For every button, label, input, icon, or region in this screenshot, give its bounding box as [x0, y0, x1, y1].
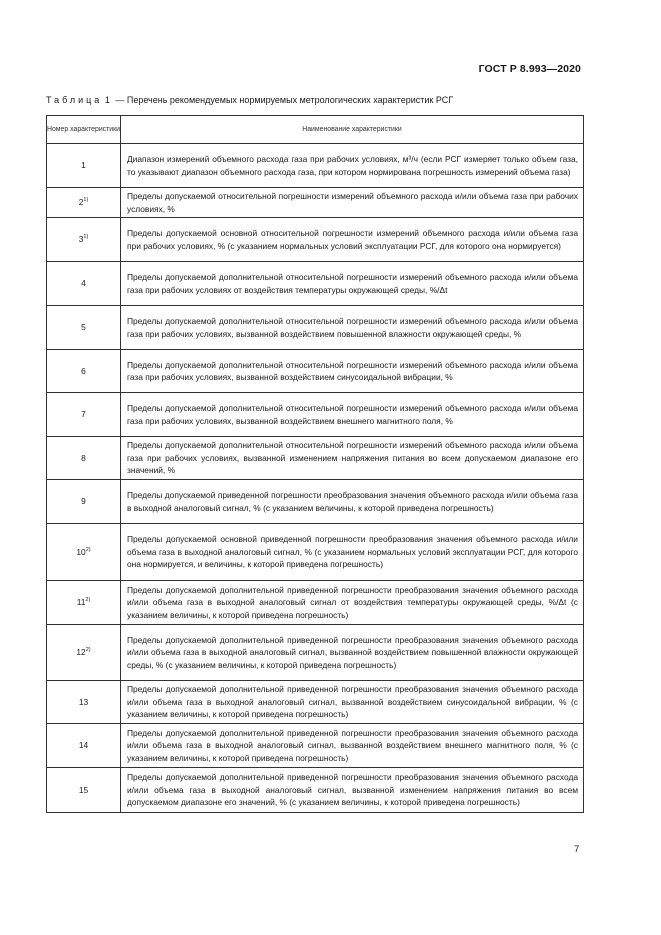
footnote-marker: 2) — [85, 597, 91, 604]
table-caption — [46, 95, 453, 105]
characteristic-name: Пределы допускаемой дополнительной приведенной погрешности преобразования значения объемного расхода и/или объема газа в выходной аналоговый сигнал, вызванной воздействием внешнего магнитного поля, % (с указанием величины, к которой приведена погрешность) — [121, 724, 584, 768]
table-header-row — [47, 116, 584, 144]
characteristic-name: Диапазон измерений объемного расхода газа при рабочих условиях, м³/ч (если РСГ измеряет только объем газа, то указывают диапазон объемного расхода газа, при котором нормирована погрешность измерений объема газа) — [121, 144, 584, 188]
characteristic-name: Пределы допускаемой относительной погрешности измерений объемного расхода и/или объема газа при рабочих условиях, % — [121, 188, 584, 218]
characteristic-number-value: 4 — [81, 278, 86, 289]
table-row — [47, 262, 584, 306]
characteristic-number — [47, 681, 121, 724]
characteristic-name: Пределы допускаемой дополнительной приведенной погрешности преобразования значения объемного расхода и/или объема газа в выходной аналоговый сигнал от воздействия температуры окружающей среды, %/Δt (с указанием величины, к которой приведена погрешность) — [121, 581, 584, 625]
table-row — [47, 681, 584, 724]
characteristic-name: Пределы допускаемой дополнительной приведенной погрешности преобразования значения объемного расхода и/или объема газа в выходной аналоговый сигнал, вызванной воздействием синусоидальной вибрации, % (с указанием величины, к которой приведена погрешность) — [121, 681, 584, 724]
characteristic-number — [47, 262, 121, 306]
column-header-number: Номер характеристики — [47, 116, 121, 144]
footnote-marker: 2) — [85, 547, 91, 554]
characteristic-number — [47, 581, 121, 625]
table-row — [47, 144, 584, 188]
table-row — [47, 724, 584, 768]
caption-title: — Перечень рекомендуемых нормируемых метрологических характеристик РСГ — [115, 95, 454, 105]
characteristic-name: Пределы допускаемой основной относительной погрешности измерений объемного расхода и/или объема газа при рабочих условиях, % (с указанием нормальных условий эксплуатации РСГ, для которого она нормируется) — [121, 218, 584, 262]
caption-label: Таблица — [46, 95, 103, 105]
caption-number: 1 — [104, 95, 113, 105]
characteristic-number-value: 12 — [76, 647, 86, 658]
characteristic-name: Пределы допускаемой приведенной погрешности преобразования значения объемного расхода и/или объема газа в выходной аналоговый сигнал, % (с указанием величины, к которой приведена погрешность) — [121, 480, 584, 524]
characteristic-number — [47, 188, 121, 218]
characteristic-name: Пределы допускаемой дополнительной относительной погрешности измерений объемного расхода и/или объема газа при рабочих условиях, вызванной воздействием синусоидальной вибрации, % — [121, 350, 584, 393]
table-row — [47, 393, 584, 437]
characteristic-name: Пределы допускаемой основной приведенной погрешности преобразования значения объемного расхода и/или объема газа в выходной аналоговый сигнал, % (с указанием нормальных условий эксплуатации РСГ, для которого она нормируется, и величины, к которой приведена погрешность) — [121, 524, 584, 581]
table-row — [47, 188, 584, 218]
characteristic-name: Пределы допускаемой дополнительной относительной погрешности измерений объемного расхода и/или объема газа при рабочих условиях от воздействия температуры окружающей среды, %/Δt — [121, 262, 584, 306]
footnote-marker: 1) — [83, 234, 89, 241]
characteristic-number-value: 8 — [81, 452, 86, 463]
characteristic-number — [47, 350, 121, 393]
characteristic-number-value: 3 — [78, 234, 84, 245]
characteristic-number-value: 7 — [81, 409, 86, 420]
table-row — [47, 581, 584, 625]
characteristic-number-value: 5 — [81, 322, 86, 333]
column-header-name: Наименование характеристики — [121, 116, 584, 144]
characteristic-number-value: 13 — [78, 696, 89, 707]
characteristic-number-value: 1 — [81, 160, 86, 171]
table-row — [47, 350, 584, 393]
characteristic-number — [47, 393, 121, 437]
document-code: ГОСТ Р 8.993—2020 — [478, 63, 581, 75]
characteristic-number-value: 15 — [78, 784, 89, 795]
characteristic-number — [47, 625, 121, 681]
characteristic-name: Пределы допускаемой дополнительной относительной погрешности измерений объемного расхода и/или объема газа при рабочих условиях, вызванной изменением напряжения питания во всем допускаемом диапазоне его значений, % — [121, 437, 584, 480]
page-number: 7 — [574, 844, 580, 855]
footnote-marker: 1) — [83, 197, 89, 204]
characteristic-number — [47, 480, 121, 524]
characteristic-name: Пределы допускаемой дополнительной относительной погрешности измерений объемного расхода и/или объема газа при рабочих условиях, вызванной воздействием внешнего магнитного поля, % — [121, 393, 584, 437]
characteristic-number — [47, 437, 121, 480]
table-row — [47, 218, 584, 262]
characteristic-number-value: 6 — [81, 365, 86, 376]
characteristic-number-value: 11 — [76, 597, 86, 608]
characteristic-name: Пределы допускаемой дополнительной приведенной погрешности преобразования значения объемного расхода и/или объема газа в выходной аналоговый сигнал, вызванной изменением напряжения питания во всем допускаемом диапазоне его значений, % (с указанием величины, к которой приведена погрешность) — [121, 768, 584, 813]
characteristic-number — [47, 524, 121, 581]
characteristic-number — [47, 724, 121, 768]
table-row — [47, 524, 584, 581]
characteristic-name: Пределы допускаемой дополнительной относительной погрешности измерений объемного расхода и/или объема газа при рабочих условиях, вызванной воздействием повышенной влажности окружающей среды, % — [121, 306, 584, 350]
characteristics-table — [46, 115, 584, 813]
characteristic-number-value: 14 — [78, 740, 89, 751]
table-row — [47, 437, 584, 480]
footnote-marker: 2) — [85, 647, 91, 654]
characteristic-number — [47, 306, 121, 350]
characteristic-number — [47, 218, 121, 262]
table-row — [47, 306, 584, 350]
table-row — [47, 768, 584, 813]
characteristic-name: Пределы допускаемой дополнительной приведенной погрешности преобразования значения объемного расхода и/или объема газа в выходной аналоговый сигнал, вызванной воздействием повышенной влажности окружающей среды, % (с указанием величины, к которой приведена погрешность) — [121, 625, 584, 681]
characteristic-number-value: 10 — [76, 546, 86, 557]
characteristic-number-value: 9 — [81, 496, 86, 507]
characteristic-number-value: 2 — [78, 197, 84, 208]
characteristic-number — [47, 768, 121, 813]
table-row — [47, 480, 584, 524]
table-row — [47, 625, 584, 681]
characteristic-number — [47, 144, 121, 188]
